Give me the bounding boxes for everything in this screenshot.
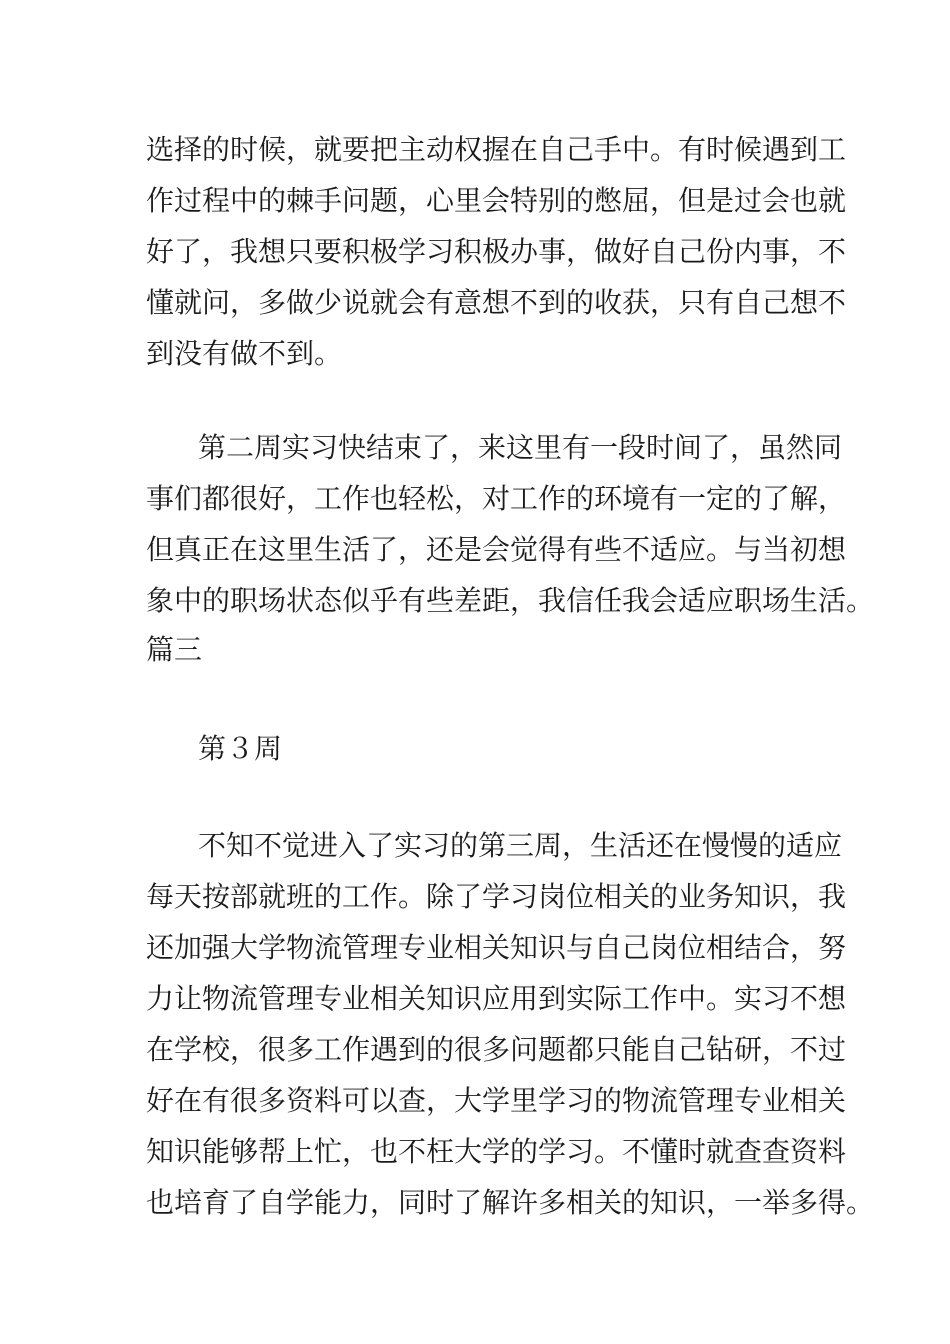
paragraph-3-line-5: 在学校，很多工作遇到的很多问题都只能自己钻研，不过 — [146, 1033, 847, 1066]
paragraph-3-line-6: 好在有很多资料可以查，大学里学习的物流管理专业相关 — [146, 1084, 847, 1117]
week-3-heading: 第３周 — [198, 732, 283, 765]
paragraph-1-line-4: 懂就问，多做少说就会有意想不到的收获，只有自己想不 — [146, 286, 847, 319]
paragraph-2-line-3: 但真正在这里生活了，还是会觉得有些不适应。与当初想 — [146, 533, 847, 566]
paragraph-3-line-4: 力让物流管理专业相关知识应用到实际工作中。实习不想 — [146, 982, 847, 1015]
paragraph-3-line-8: 也培育了自学能力，同时了解许多相关的知识，一举多得。 — [146, 1186, 875, 1219]
paragraph-1-line-3: 好了，我想只要积极学习积极办事，做好自己份内事，不 — [146, 235, 847, 268]
paragraph-2-line-1: 第二周实习快结束了，来这里有一段时间了，虽然同 — [198, 431, 843, 464]
paragraph-3-line-7: 知识能够帮上忙，也不枉大学的学习。不懂时就查查资料 — [146, 1135, 847, 1168]
paragraph-2-line-2: 事们都很好，工作也轻松，对工作的环境有一定的了解， — [146, 482, 847, 515]
paragraph-3-line-1: 不知不觉进入了实习的第三周，生活还在慢慢的适应 — [198, 829, 843, 862]
paragraph-3-line-2: 每天按部就班的工作。除了学习岗位相关的业务知识，我 — [146, 880, 847, 913]
section-label-pian-san: 篇三 — [146, 633, 203, 666]
paragraph-3-line-3: 还加强大学物流管理专业相关知识与自己岗位相结合，努 — [146, 931, 847, 964]
paragraph-1-line-1: 选择的时候，就要把主动权握在自己手中。有时候遇到工 — [146, 133, 847, 166]
paragraph-1-line-2: 作过程中的棘手问题，心里会特别的憋屈，但是过会也就 — [146, 184, 847, 217]
paragraph-1-line-5: 到没有做不到。 — [146, 337, 343, 370]
paragraph-2-line-4: 象中的职场状态似乎有些差距，我信任我会适应职场生活。 — [146, 584, 875, 617]
